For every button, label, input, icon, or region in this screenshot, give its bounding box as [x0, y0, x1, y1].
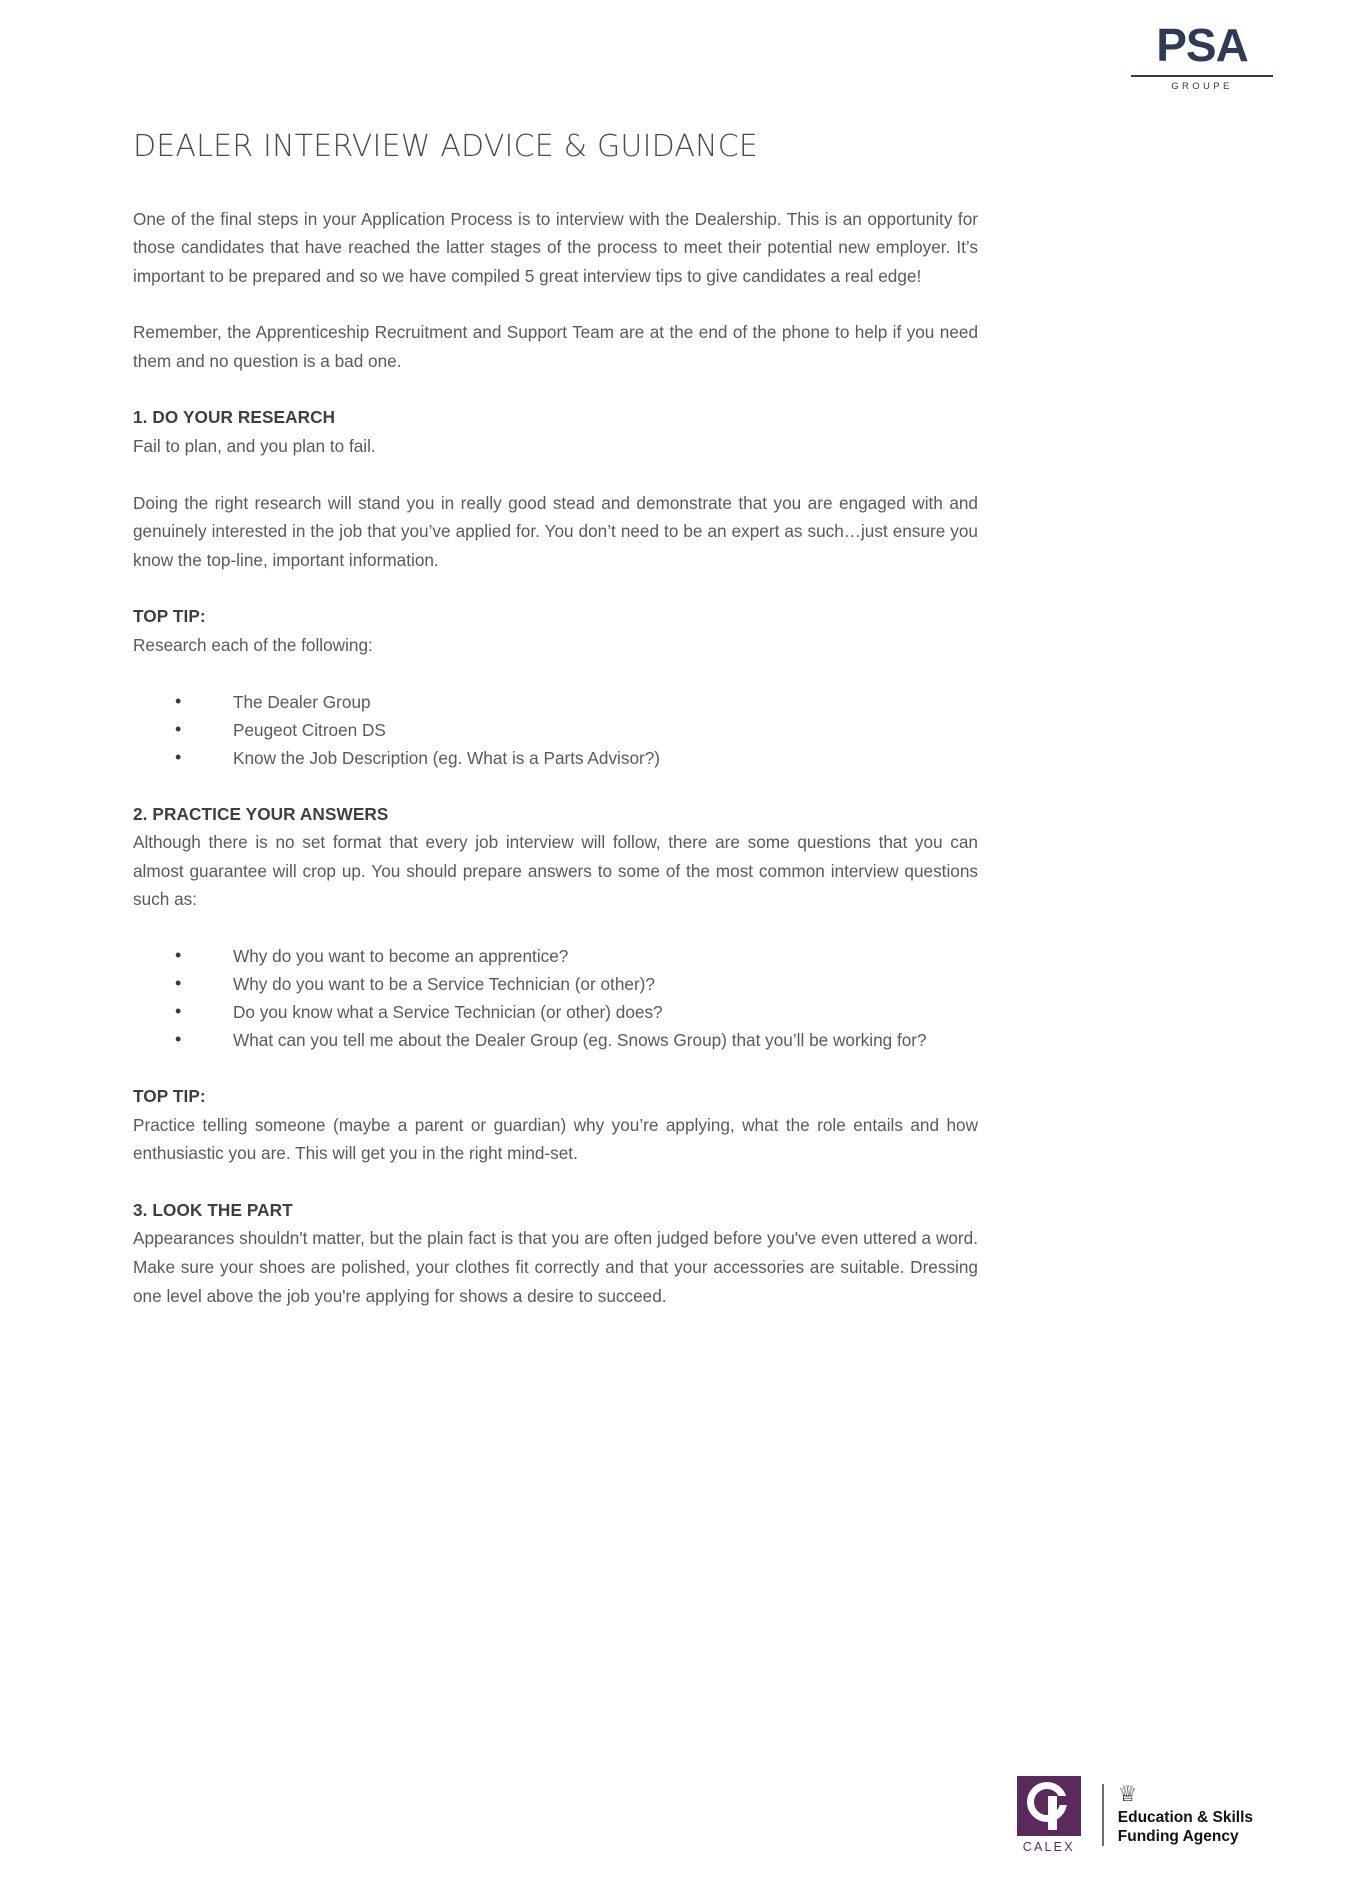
intro-paragraph-2: Remember, the Apprenticeship Recruitment and Support Team are at the end of the phone to help if you need them and no question is a bad one.	[133, 322, 978, 371]
list-item: • Peugeot Citroen DS	[133, 716, 978, 744]
psa-logo-divider	[1131, 75, 1273, 77]
section-heading-2: 2. PRACTICE YOUR ANSWERS	[133, 803, 389, 824]
page-title: DEALER INTERVIEW ADVICE & GUIDANCE	[133, 129, 759, 164]
list-item: • The Dealer Group	[133, 688, 978, 716]
psa-wordmark: PSA	[1156, 19, 1248, 71]
section-2-body: Although there is no set format that every job interview will follow, there are some questions that you can almost guarantee will crop up. You should prepare answers to some of the most common interview questions such as:	[133, 832, 978, 910]
section-heading-1: 1. DO YOUR RESEARCH	[133, 407, 336, 428]
list-item: • Know the Job Description (eg. What is a Parts Advisor?)	[133, 744, 978, 772]
document-footer	[0, 1776, 1345, 1876]
calex-bar-shape	[1048, 1796, 1057, 1830]
psa-logo-subtitle: GROUPE	[1171, 80, 1233, 92]
list-item: • Why do you want to become an apprentice?	[133, 942, 978, 970]
section-1-tip-lead: Research each of the following:	[133, 635, 373, 656]
section-1-tip-label: TOP TIP:	[133, 606, 206, 627]
spacer	[133, 772, 978, 800]
calex-wordmark: CALEX	[1022, 1840, 1075, 1854]
calex-logo	[1012, 1776, 1086, 1854]
list-item: • What can you tell me about the Dealer Group (eg. Snows Group) that you’ll be working for?	[133, 1026, 978, 1054]
section-1-bullet-list	[133, 688, 978, 772]
section-2-tip-label: TOP TIP:	[133, 1086, 206, 1106]
psa-groupe-logo	[1131, 19, 1273, 92]
section-heading-3: 3. LOOK THE PART	[133, 1199, 293, 1220]
calex-mark-icon	[1017, 1776, 1081, 1836]
esfa-logo	[1118, 1784, 1253, 1846]
section-2-tip-body: Practice telling someone (maybe a parent or guardian) why you’re applying, what the role entails and how enthusiastic you are. This will get you in the right mind-set.	[133, 1114, 978, 1164]
section-1-body: Doing the right research will stand you in really good stead and demonstrate that you are engaged with and genuinely interested in the job that you’ve applied for. You don’t need to be an expert as such…just ensure you know the top-line, important information.	[133, 492, 978, 570]
esfa-line-2: Funding Agency	[1117, 1828, 1239, 1845]
document-content	[133, 130, 978, 1338]
spacer	[133, 1054, 978, 1082]
esfa-line-1: Education & Skills	[1117, 1809, 1253, 1826]
footer-divider	[1102, 1784, 1104, 1846]
list-item: • Why do you want to be a Service Technician (or other)?	[133, 970, 978, 998]
royal-crown-icon: ♕	[1117, 1782, 1138, 1807]
section-2-bullet-list	[133, 942, 978, 1054]
intro-paragraph-1: One of the final steps in your Application Process is to interview with the Dealership. This is an opportunity for those candidates that have reached the latter stages of the process to meet their potential new employer. It’s important to be prepared and so we have compiled 5 great interview tips to give candidates a real edge!	[133, 208, 978, 286]
list-item: • Do you know what a Service Technician (or other) does?	[133, 998, 978, 1026]
section-1-lead: Fail to plan, and you plan to fail.	[133, 436, 376, 457]
calex-notch-shape	[1057, 1796, 1071, 1805]
section-3-body: Appearances shouldn't matter, but the plain fact is that you are often judged before you've even uttered a word. Make sure your shoes are polished, your clothes fit correctly and that your accessories are suitable. Dressing one level above the job you're applying for shows a desire to succeed.	[133, 1228, 978, 1306]
